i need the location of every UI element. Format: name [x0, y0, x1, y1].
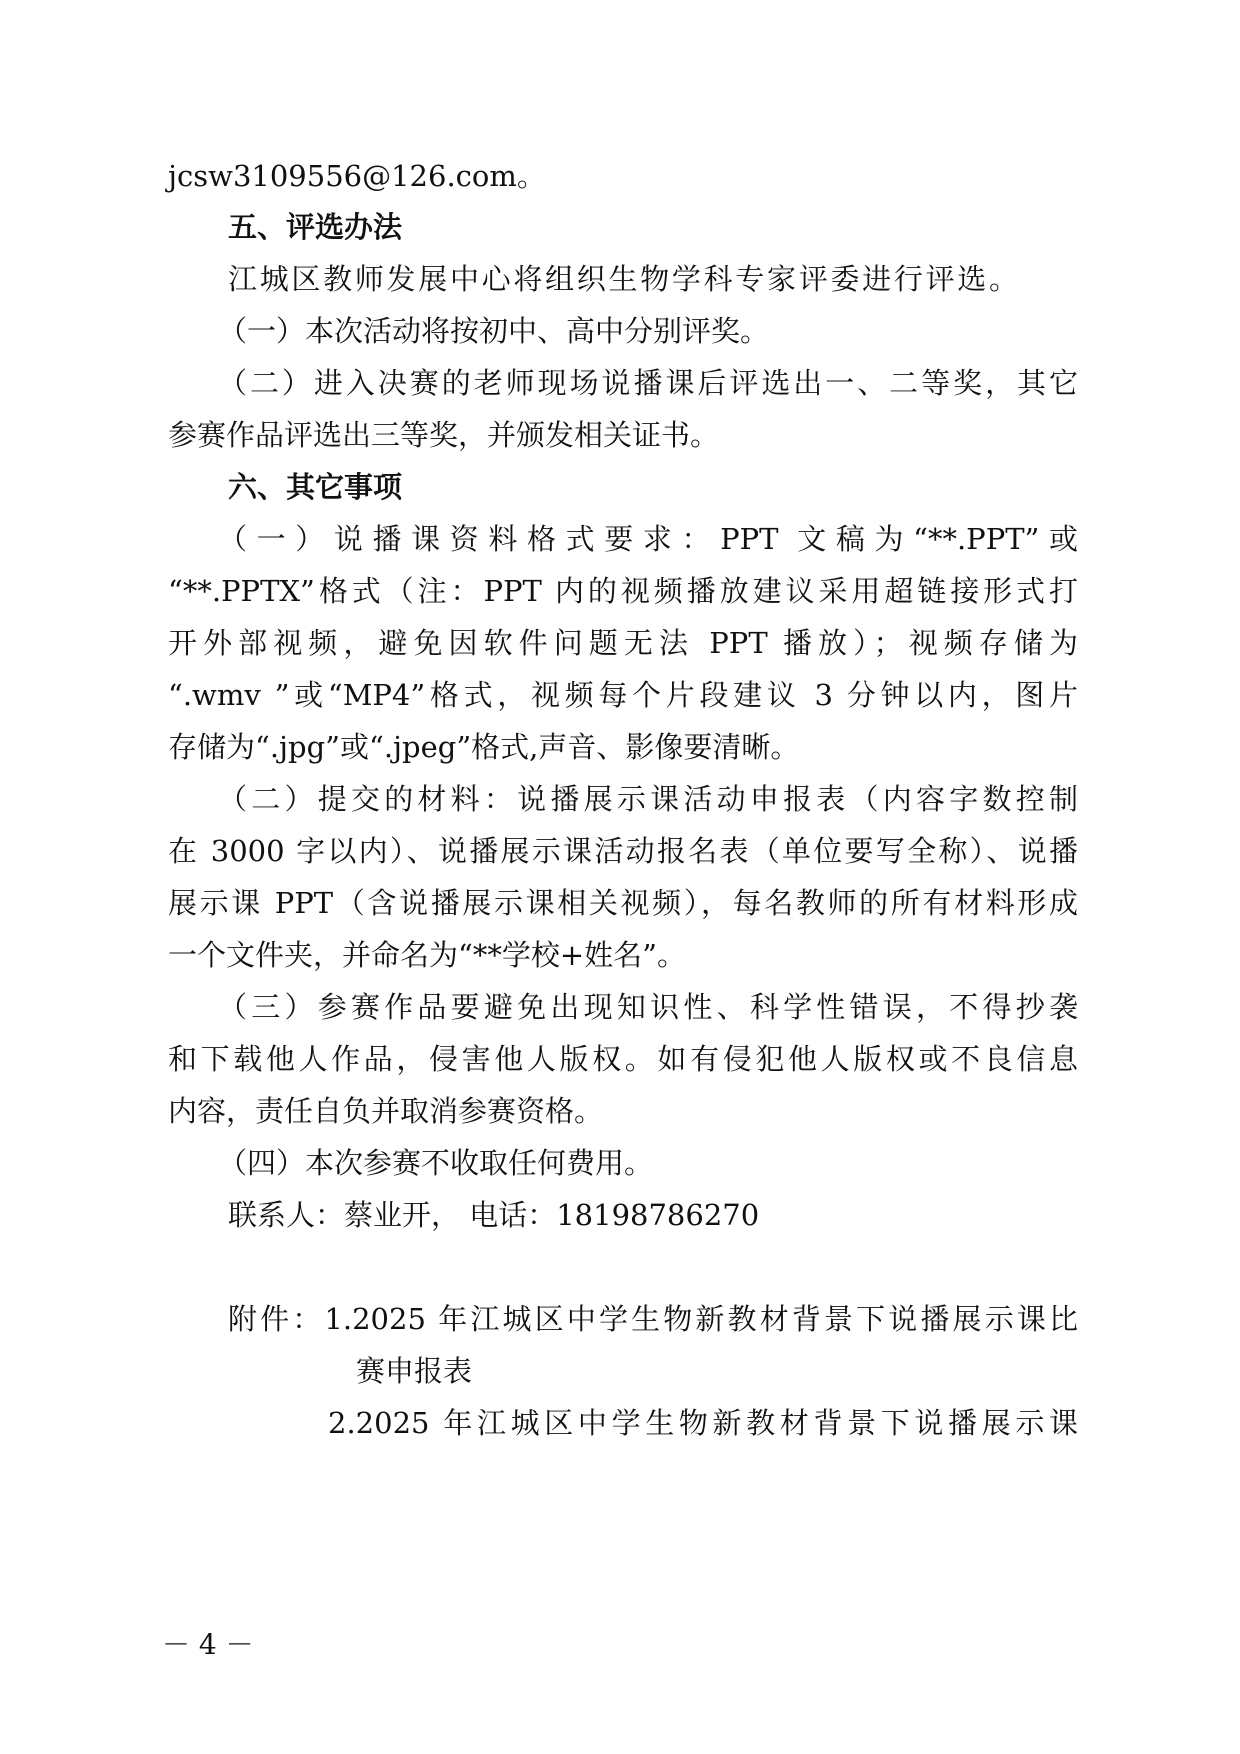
- section-6-item-1-line-1: （一）说播课资料格式要求：PPT 文稿为“**.PPT”或: [218, 522, 1078, 556]
- section-5-intro: 江城区教师发展中心将组织生物学科专家评委进行评选。: [228, 262, 1018, 296]
- section-6-item-2-line-4: 一个文件夹，并命名为“**学校+姓名”。: [168, 938, 686, 972]
- attachment-line-1-continuation: 赛申报表: [356, 1354, 473, 1388]
- section-6-item-3-line-1: （三）参赛作品要避免出现知识性、科学性错误，不得抄袭: [218, 990, 1078, 1024]
- section-6-item-1-line-3: 开外部视频，避免因软件问题无法 PPT 播放）；视频存储为: [168, 626, 1078, 660]
- page-number: － 4 －: [162, 1628, 254, 1661]
- section-6-item-3-line-3: 内容，责任自负并取消参赛资格。: [168, 1094, 604, 1128]
- section-6-item-2-line-2: 在 3000 字以内）、说播展示课活动报名表（单位要写全称）、说播: [168, 834, 1078, 868]
- section-6-item-1-line-4: “.wmv ”或“MP4”格式，视频每个片段建议 3 分钟以内，图片: [168, 678, 1078, 712]
- section-6-item-2-line-3: 展示课 PPT（含说播展示课相关视频），每名教师的所有材料形成: [168, 886, 1078, 920]
- section-6-item-1-line-5: 存储为“.jpg”或“.jpeg”格式,声音、影像要清晰。: [168, 730, 800, 764]
- attachment-line-2: 2.2025 年江城区中学生物新教材背景下说播展示课: [328, 1406, 1078, 1440]
- section-5-heading: 五、评选办法: [228, 210, 403, 244]
- section-6-item-4: （四）本次参赛不收取任何费用。: [218, 1146, 654, 1180]
- section-6-item-3-line-2: 和下载他人作品，侵害他人版权。如有侵犯他人版权或不良信息: [168, 1042, 1078, 1076]
- section-6-heading: 六、其它事项: [228, 470, 403, 504]
- email-line: jcsw3109556@126.com。: [168, 159, 546, 193]
- section-5-item-2-line-2: 参赛作品评选出三等奖，并颁发相关证书。: [168, 418, 720, 452]
- section-5-item-1: （一）本次活动将按初中、高中分别评奖。: [218, 314, 770, 348]
- section-6-item-1-line-2: “**.PPTX”格式（注：PPT 内的视频播放建议采用超链接形式打: [168, 574, 1078, 608]
- attachment-line-1: 附件：1.2025 年江城区中学生物新教材背景下说播展示课比: [228, 1302, 1078, 1336]
- section-6-item-2-line-1: （二）提交的材料：说播展示课活动申报表（内容字数控制: [218, 782, 1078, 816]
- contact-line: 联系人：蔡业开， 电话：18198786270: [228, 1198, 760, 1232]
- section-5-item-2-line-1: （二）进入决赛的老师现场说播课后评选出一、二等奖，其它: [218, 366, 1078, 400]
